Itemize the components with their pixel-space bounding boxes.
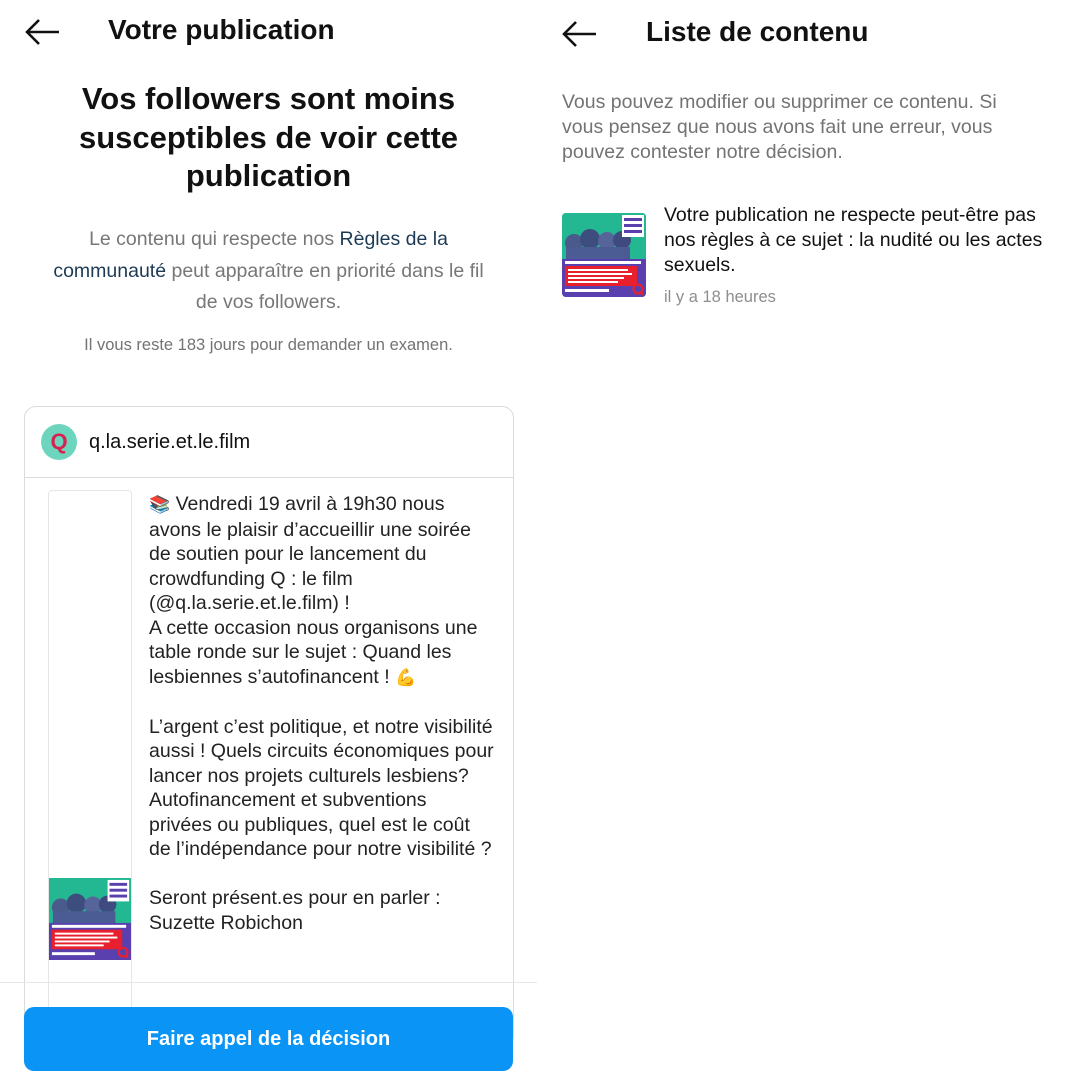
caption-paragraph-2: L’argent c’est politique, et notre visibilité aussi ! Quels circuits économiques pour lancer nos projets culturels lesbiens? Autofinancement et subventions privées ou publiques, quel est le coût de l’indépendance pour notre visibilité ? Seront présent.es pour en parler : Suzette Robichon bbox=[149, 715, 494, 934]
caption-paragraph-1: Vendredi 19 avril à 19h30 nous avons le plaisir d’accueillir une soirée de soutien pour le lancement du crowdfunding Q : le film (@q.la.serie.et.le.film) ! A cette occasion nous organisons une table ronde sur le sujet : Quand les lesbiennes s’autofinancent ! bbox=[149, 493, 478, 688]
description-text-after: peut apparaître en priorité dans le fil de vos followers. bbox=[166, 259, 484, 313]
item-thumbnail bbox=[562, 213, 646, 297]
content-list-item[interactable] bbox=[562, 203, 1062, 313]
content-list-description: Vous pouvez modifier ou supprimer ce contenu. Si vous pensez que nous avons fait une erreur, vous pouvez contester notre décision. bbox=[562, 91, 997, 163]
avatar[interactable] bbox=[41, 424, 77, 460]
post-caption bbox=[149, 492, 494, 935]
violation-message: Votre publication ne respecte peut-être pas nos règles à ce sujet : la nudité ou les actes sexuels. bbox=[664, 204, 1043, 276]
back-button[interactable] bbox=[561, 18, 601, 50]
page-title: Liste de contenu bbox=[646, 16, 869, 47]
post-thumbnail[interactable] bbox=[49, 877, 131, 961]
q-logo-icon: Q bbox=[50, 429, 68, 454]
description-text-before: Le contenu qui respecte nos bbox=[89, 228, 340, 250]
post-preview-card bbox=[24, 406, 514, 1048]
item-timestamp: il y a 18 heures bbox=[664, 288, 776, 306]
muscle-emoji-icon: 💪 bbox=[395, 667, 417, 688]
appeal-decision-button[interactable]: Faire appel de la décision bbox=[24, 1007, 513, 1071]
arrow-left-icon bbox=[561, 18, 601, 50]
page-title: Votre publication bbox=[108, 14, 335, 45]
footer-divider bbox=[0, 982, 537, 983]
restriction-description bbox=[40, 224, 497, 319]
review-deadline-notice: Il vous reste 183 jours pour demander un examen. bbox=[84, 336, 453, 354]
back-button[interactable] bbox=[24, 16, 64, 48]
restriction-headline: Vos followers sont moins susceptibles de voir cette publication bbox=[78, 81, 459, 193]
books-emoji-icon: 📚 bbox=[149, 495, 171, 515]
post-header bbox=[25, 407, 513, 478]
community-guidelines-link[interactable]: Règles de la communauté bbox=[53, 228, 448, 282]
content-list-panel bbox=[537, 0, 1069, 1080]
arrow-left-icon bbox=[24, 16, 64, 48]
post-media-column bbox=[48, 490, 132, 1048]
post-username[interactable]: q.la.serie.et.le.film bbox=[89, 431, 251, 453]
